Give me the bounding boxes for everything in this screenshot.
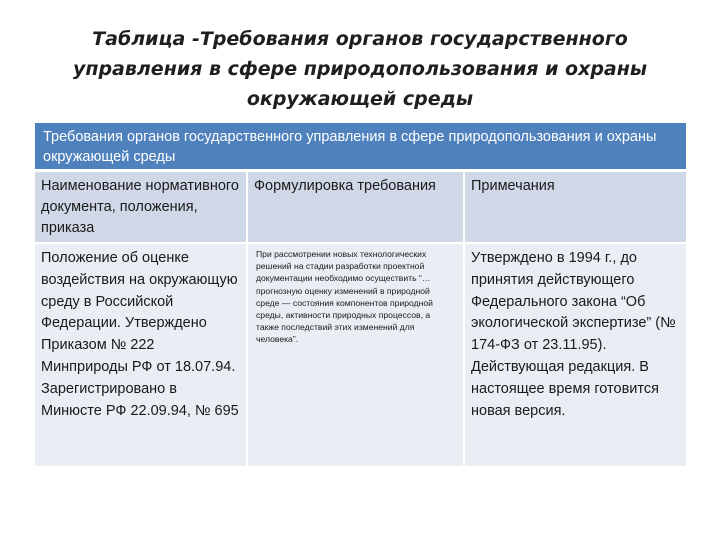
table-row xyxy=(35,244,686,468)
cell-document: Положение об оценке воздействия на окружающую среду в Российской Федерации. Утверждено Приказом № 222 Минприроды РФ от 18.07.94. Зарегистрировано в Минюсте РФ 22.09.94, № 695 xyxy=(35,244,248,466)
table-column-header-row xyxy=(35,172,686,244)
column-header-notes: Примечания xyxy=(471,178,555,194)
column-header-requirement: Формулировка требования xyxy=(248,172,465,242)
cell-requirement: При рассмотрении новых технологических решений на стадии разработки проектной документации необходимо осуществить “…прогнозную оценку изменений в природной среде — состояния компонентов природной среды, активности природных процессов, а также последствий этих изменений для человека”. xyxy=(248,244,465,466)
table-caption-header: Требования органов государственного управления в сфере природопользования и охраны окружающей среды xyxy=(35,123,686,172)
page-title: Таблица -Требования органов государственного управления в сфере природопользования и охраны окружающей среды xyxy=(72,28,648,110)
column-header-document: Наименование нормативного документа, положения, приказа xyxy=(35,172,248,242)
requirements-table xyxy=(35,123,686,468)
cell-notes: Утверждено в 1994 г., до принятия действующего Федерального закона “Об экологической экспертизе” (№ 174-ФЗ от 23.11.95). Действующая редакция. В настоящее время готовится новая версия. xyxy=(471,250,676,419)
